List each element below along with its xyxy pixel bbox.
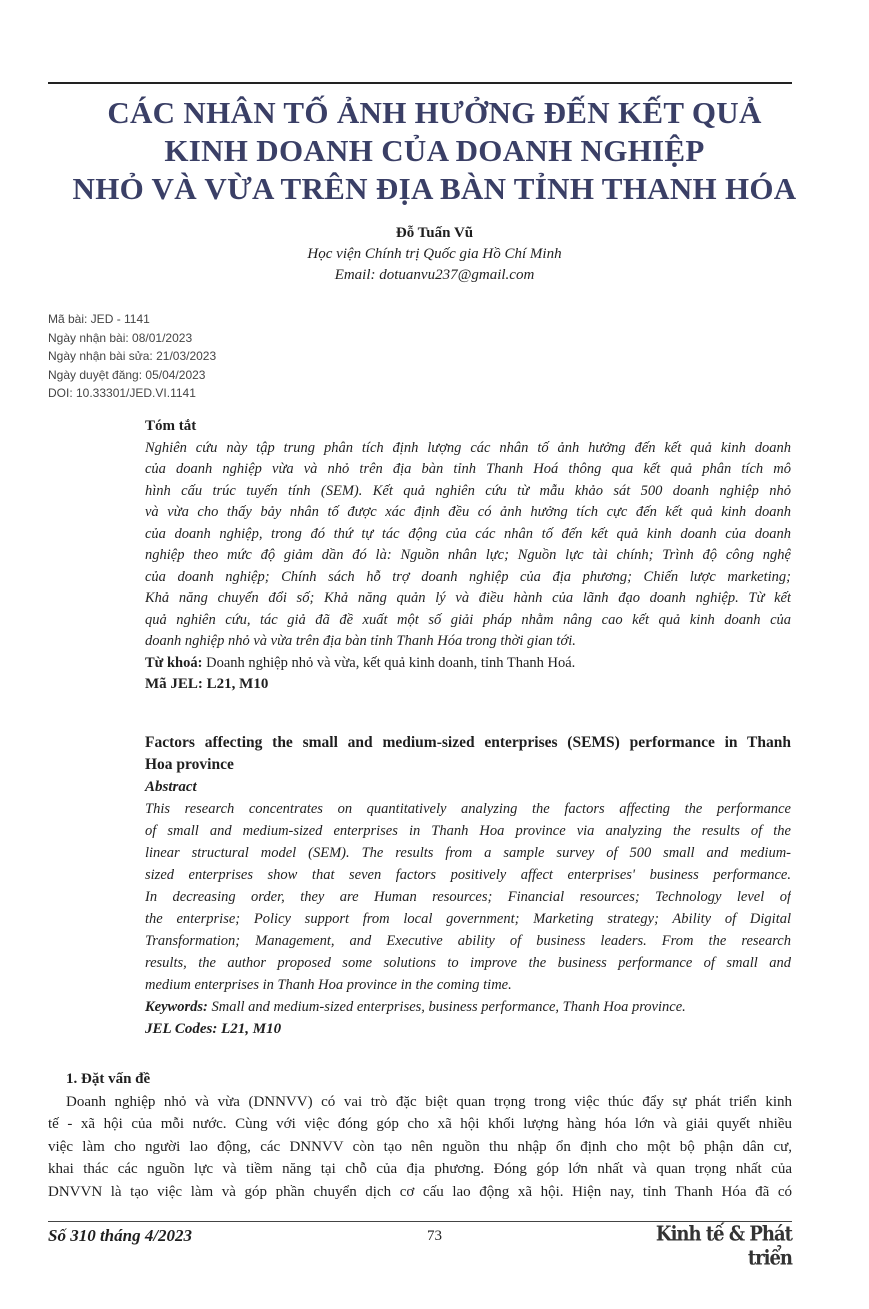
- keywords-text: Doanh nghiệp nhỏ và vừa, kết quả kinh doanh, tỉnh Thanh Hoá.: [202, 654, 576, 671]
- author-affiliation: Học viện Chính trị Quốc gia Hồ Chí Minh: [307, 246, 562, 262]
- paragraph-line: tế - xã hội của mỗi nước. Cùng với việc đóng góp cho xã hội khối lượng hàng hóa lớn và giải quyết nhiều: [48, 1116, 792, 1132]
- abstract-line: linear structural model (SEM). The results from a sample survey of 500 small and medium-: [145, 845, 791, 861]
- abstract-line: sized enterprises show that seven factors positively affect enterprises' business performance.: [145, 867, 791, 883]
- abstract-heading: Tóm tắt: [145, 418, 197, 434]
- abstract-line: medium enterprises in Thanh Hoa province in the coming time.: [145, 977, 512, 993]
- abstract-line: of small and medium-sized enterprises in Thanh Hoa province via analyzing the results of the: [145, 823, 791, 839]
- abstract-line: the enterprise; Policy support from local government; Marketing strategy; Ability of Digital: [145, 911, 791, 927]
- abstract-line: This research concentrates on quantitatively analyzing the factors affecting the performance: [145, 801, 791, 817]
- journal-logo: Kinh tế & Phát triển: [655, 1222, 792, 1271]
- meta-line: Ngày nhận bài: 08/01/2023: [48, 330, 193, 345]
- keywords-label: Từ khoá:: [145, 654, 203, 671]
- abstract-line: Transformation; Management, and Executive ability of business leaders. From the research: [145, 933, 791, 949]
- abstract-line: và vừa cho thấy bảy nhân tố được xác định đều có ảnh hưởng tích cực đến kết quả kinh doanh: [145, 504, 791, 520]
- jel-codes: JEL Codes: L21, M10: [145, 1021, 282, 1037]
- title-line: CÁC NHÂN TỐ ẢNH HƯỞNG ĐẾN KẾT QUẢ: [107, 95, 762, 130]
- keywords-label: Keywords:: [145, 999, 208, 1015]
- abstract-line: quả nghiên cứu, tác giả đã đề xuất một số giải pháp nhằm nâng cao kết quả kinh doanh của: [145, 611, 791, 628]
- issue-label: Số 310 tháng 4/2023: [48, 1226, 193, 1245]
- english-title-line: Factors affecting the small and medium-sized enterprises (SEMS) performance in Thanh: [145, 734, 791, 751]
- keywords-line: [145, 996, 791, 1018]
- paragraph-line: DNVVN là tạo việc làm và góp phần chuyển dịch cơ cấu lao động xã hội. Hiện nay, tỉnh Thanh Hóa đã có: [48, 1183, 792, 1200]
- abstract-line: nghiệp theo mức độ giảm dần đó là: Nguồn nhân lực; Nguồn lực tài chính; Trình độ công nghệ: [145, 547, 791, 563]
- abstract-line: Khả năng chuyển đổi số; Khả năng quản lý và điều hành của lãnh đạo doanh nghiệp. Từ kết: [145, 590, 791, 606]
- author-email[interactable]: Email: dotuanvu237@gmail.com: [334, 267, 535, 283]
- english-abstract: [145, 732, 791, 1040]
- author-name: Đỗ Tuấn Vũ: [395, 225, 474, 241]
- english-title-line: Hoa province: [145, 756, 234, 773]
- meta-line: Ngày duyệt đăng: 05/04/2023: [48, 367, 206, 382]
- vietnamese-abstract: [145, 416, 791, 696]
- abstract-line: của doanh nghiệp; Chính sách hỗ trợ doanh nghiệp của địa phương; Chiến lược marketing;: [145, 568, 791, 585]
- abstract-line: Nghiên cứu này tập trung phân tích định lượng các nhân tố ảnh hưởng đến kết quả kinh doanh: [145, 439, 791, 456]
- abstract-line: results, the author proposed some solutions to improve the business performance of small and: [145, 955, 791, 971]
- abstract-heading: Abstract: [145, 779, 197, 795]
- paragraph-line: việc làm cho người lao động, các DNNVV còn tạo nên nguồn thu nhập ổn định cho một bộ phận dân cư,: [48, 1138, 792, 1155]
- abstract-line: hình cấu trúc tuyến tính (SEM). Kết quả nghiên cứu từ mẫu khảo sát 500 doanh nghiệp nhỏ: [145, 482, 791, 499]
- abstract-line: In decreasing order, they are Human resources; Financial resources; Technology level of: [145, 889, 791, 905]
- page-number: 73: [427, 1228, 442, 1244]
- paragraph-line: khai thác các nguồn lực và tiềm năng tại chỗ của địa phương. Đóng góp lớn nhất và quan trọng nhất của: [48, 1161, 792, 1177]
- top-rule: [48, 82, 792, 84]
- paragraph-line: Doanh nghiệp nhỏ và vừa (DNNVV) có vai trò đặc biệt quan trọng trong việc thúc đẩy sự phát triển kinh: [66, 1093, 792, 1110]
- abstract-line: của doanh nghiệp vừa và nhỏ trên địa bàn tỉnh Thanh Hoá thông qua kết quả phân tích mô: [145, 461, 791, 477]
- article-title: [0, 94, 869, 208]
- title-line: NHỎ VÀ VỪA TRÊN ĐỊA BÀN TỈNH THANH HÓA: [72, 171, 797, 206]
- meta-line: DOI: 10.33301/JED.VI.1141: [48, 386, 196, 400]
- article-meta: [48, 310, 216, 403]
- meta-line: Mã bài: JED - 1141: [48, 312, 150, 326]
- jel-codes: Mã JEL: L21, M10: [145, 676, 269, 692]
- abstract-line: của doanh nghiệp, trong đó thứ tự tác động của các nhân tố đến kết quả kinh doanh của doanh: [145, 525, 791, 542]
- keywords-text: Small and medium-sized enterprises, business performance, Thanh Hoa province.: [207, 999, 686, 1015]
- meta-line: Ngày nhận bài sửa: 21/03/2023: [48, 349, 217, 363]
- abstract-line: doanh nghiệp nhỏ và vừa trên địa bàn tỉnh Thanh Hóa trong thời gian tới.: [145, 633, 576, 649]
- keywords-line: [145, 653, 791, 675]
- section-introduction: [48, 1068, 792, 1203]
- section-heading: 1. Đặt vấn đề: [66, 1071, 151, 1087]
- title-line: KINH DOANH CỦA DOANH NGHIỆP: [164, 133, 705, 168]
